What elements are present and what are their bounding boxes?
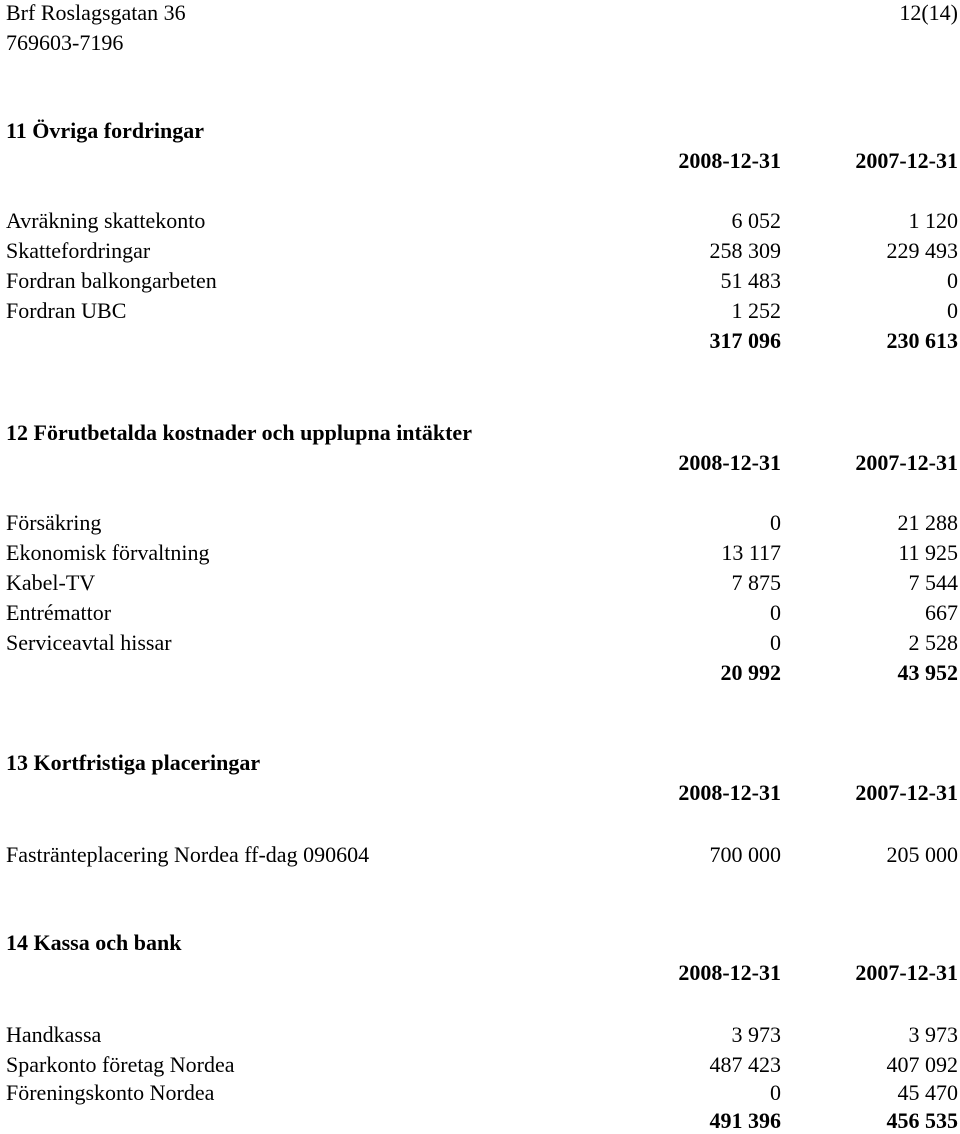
note-14-title: 14 Kassa och bank [6,930,182,955]
note-11-row-value-2008: 6 052 [731,208,781,233]
note-11-row-value-2007: 1 120 [908,208,958,233]
note-12-row-value-2007: 667 [925,600,958,625]
note-13-title: 13 Kortfristiga placeringar [6,750,261,775]
note-13-col-header-2007: 2007-12-31 [855,780,958,805]
note-11-row-label: Skattefordringar [6,238,151,263]
note-12-row-value-2007: 11 925 [898,540,958,565]
note-12-total-2008: 20 992 [720,660,781,685]
note-14-row-value-2007: 3 973 [908,1022,958,1047]
note-14-row-label: Föreningskonto Nordea [6,1080,215,1105]
note-13-row-value-2007: 205 000 [886,842,958,867]
note-14-row-label: Sparkonto företag Nordea [6,1052,235,1077]
note-12-row-value-2008: 7 875 [731,570,781,595]
note-14-row-value-2007: 45 470 [897,1080,958,1105]
note-14-row-value-2008: 0 [770,1080,781,1105]
note-11-total-2007: 230 613 [886,328,958,353]
note-11-row-value-2008: 1 252 [731,298,781,323]
note-11-col-header-2008: 2008-12-31 [678,148,781,173]
note-14-total-2007: 456 535 [886,1108,958,1133]
note-14-row-value-2008: 3 973 [731,1022,781,1047]
note-14-col-header-2007: 2007-12-31 [855,960,958,985]
note-11-row-label: Avräkning skattekonto [6,208,206,233]
note-11-total-2008: 317 096 [709,328,781,353]
note-12-title: 12 Förutbetalda kostnader och upplupna intäkter [6,420,472,445]
note-11-title: 11 Övriga fordringar [6,118,204,143]
note-14-row-value-2008: 487 423 [709,1052,781,1077]
note-12-row-value-2007: 21 288 [897,510,958,535]
note-11-row-label: Fordran UBC [6,298,127,323]
org-name: Brf Roslagsgatan 36 [6,0,186,25]
note-11-row-value-2007: 229 493 [886,238,958,263]
note-12-row-label: Ekonomisk förvaltning [6,540,210,565]
note-12-row-label: Kabel-TV [6,570,96,595]
note-12-row-label: Entrémattor [6,600,112,625]
note-14-row-value-2007: 407 092 [886,1052,958,1077]
note-12-row-value-2007: 2 528 [908,630,958,655]
note-12-row-label: Försäkring [6,510,102,535]
note-11-row-value-2007: 0 [947,298,958,323]
note-12-row-value-2008: 0 [770,510,781,535]
note-14-col-header-2008: 2008-12-31 [678,960,781,985]
note-12-total-2007: 43 952 [897,660,958,685]
note-12-row-value-2008: 0 [770,600,781,625]
note-13-col-header-2008: 2008-12-31 [678,780,781,805]
page-number: 12(14) [899,0,958,25]
note-12-row-label: Serviceavtal hissar [6,630,172,655]
note-12-row-value-2007: 7 544 [908,570,958,595]
note-11-row-value-2007: 0 [947,268,958,293]
note-12-row-value-2008: 13 117 [721,540,781,565]
note-11-col-header-2007: 2007-12-31 [855,148,958,173]
note-14-total-2008: 491 396 [709,1108,781,1133]
org-number: 769603-7196 [6,30,124,55]
note-13-row-value-2008: 700 000 [709,842,781,867]
note-11-row-value-2008: 51 483 [720,268,781,293]
note-12-row-value-2008: 0 [770,630,781,655]
note-12-col-header-2007: 2007-12-31 [855,450,958,475]
note-11-row-label: Fordran balkongarbeten [6,268,217,293]
note-13-row-label: Fasträntеplacering Nordea ff-dag 090604 [6,842,370,867]
note-12-col-header-2008: 2008-12-31 [678,450,781,475]
note-14-row-label: Handkassa [6,1022,102,1047]
note-11-row-value-2008: 258 309 [709,238,781,263]
